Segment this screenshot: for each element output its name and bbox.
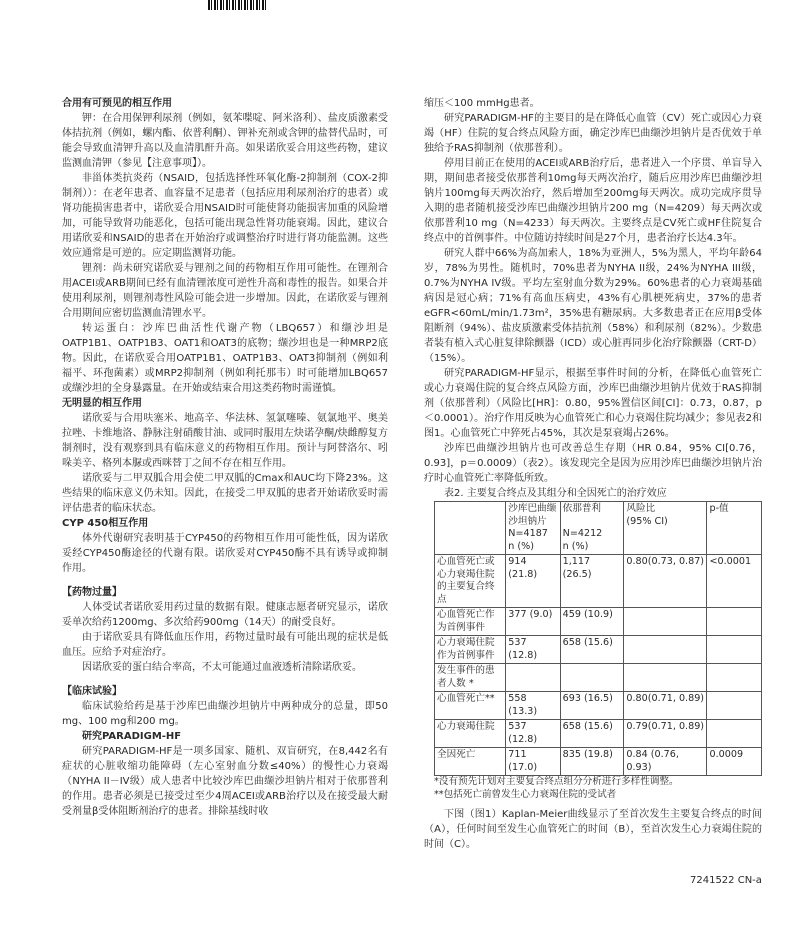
table-cell: 0.0009 (707, 748, 762, 776)
table-cell (707, 608, 762, 636)
paragraph-overdose-2: 由于诺欣妥具有降低血压作用，药物过量时最有可能出现的症状是低血压。应给予对症治疗。 (62, 632, 388, 658)
table-header-hr (624, 502, 707, 555)
left-column (62, 96, 388, 819)
table-cell (707, 664, 762, 692)
table-header-enalapril (560, 502, 624, 555)
table-cell: 835 (19.8) (560, 748, 624, 776)
paragraph-potassium: 钾：在合用保钾利尿剂（例如，氨苯喋啶、阿米洛利）、盐皮质激素受体拮抗剂（例如，螺内酯、依普利酮）、钾补充剂或含钾的盐替代品时，可能会导致血清钾升高以及血清肌酐升高。如果诺欣妥合用这些药物，建议监测血清钾（参见【注意事项】）。 (62, 113, 388, 169)
paragraph-paradigm-design: 研究PARADIGM-HF是一项多国家、随机、双盲研究，在8,442名有症状的心脏收缩功能障碍（左心室射血分数≤40%）的慢性心力衰竭（NYHA II－IV级）成人患者中比较沙库巴曲缬沙坦钠片相对于依那普利的作用。患者必须是已接受过至少4周ACEI或ARB治疗以及在接受最大耐受剂量β受体阻断剂治疗的患者。排除基线时收 (62, 746, 388, 817)
header-enalapril-label: 依那普利 (562, 503, 602, 514)
table-cell: 459 (10.9) (560, 608, 624, 636)
table-cell: 发生事件的患者人数 * (435, 664, 506, 692)
table-header-p: p-值 (707, 502, 762, 555)
table-cell: 0.79(0.71, 0.89) (624, 720, 707, 748)
table-cell: 全因死亡 (435, 748, 506, 776)
table-cell: 0.80(0.73, 0.87) (624, 555, 707, 608)
table-row (435, 692, 762, 720)
table-cell: 心力衰竭住院作为首例事件 (435, 636, 506, 664)
table-row (435, 555, 762, 608)
paragraph-population: 研究人群中66%为高加索人，18%为亚洲人，5%为黑人，平均年龄64岁，78%为男性。随机时，70%患者为NYHA II级，24%为NYHA III级，0.7%为NYHA IV级。平均左室射血分数为29%。60%患者的心力衰竭基础病因是冠心病；71%有高血压病史，43%有心肌梗死病史，37%的患者eGFR<60mL/min/1.73m²，35%患有糖尿病。大多数患者正在应用β受体阻断剂（94%）、盐皮质激素受体拮抗剂（58%）和利尿剂（82%）。少数患者装有植入式心脏复律除颤器（ICD）或心脏再同步化治疗除颤器（CRT-D）（15%）。 (424, 248, 762, 364)
table-row (435, 748, 762, 776)
table-row (435, 608, 762, 636)
paragraph-run-in: 停用目前正在使用的ACEI或ARB治疗后，患者进入一个序贯、单盲导入期，期间患者接受依那普利10mg每天两次治疗，随后应用沙库巴曲缬沙坦钠片100mg每天两次治疗，然后增加至200mg每天两次。成功完成序贯导入期的患者随机接受沙库巴曲缬沙坦钠片200 mg（N=4209）每天两次或依那普利10 mg（N=4233）每天两次。主要终点是CV死亡或HF住院复合终点中的首例事件。中位随访持续时间是27个月，患者治疗长达4.3年。 (424, 158, 762, 244)
heading-cyp450: CYP 450相互作用 (62, 518, 149, 529)
table-header-blank (435, 502, 506, 555)
table-cell: 537 (12.8) (506, 636, 560, 664)
table-cell: 心血管死亡作为首例事件 (435, 608, 506, 636)
paragraph-results: 研究PARADIGM-HF显示，根据至事件时间的分析，在降低心血管死亡或心力衰竭住院的复合终点风险方面，沙库巴曲缬沙坦钠片优效于RAS抑制剂（依那普利）（风险比[HR]：0.80，95%置信区间[CI]：0.73，0.87，p＜0.0001）。治疗作用反映为心血管死亡和心力衰竭住院均减少；参见表2和图1。心血管死亡中猝死占45%，其次是泵衰竭占26%。 (424, 368, 762, 439)
table-cell: <0.0001 (707, 555, 762, 608)
paragraph-cyp450: 体外代谢研究表明基于CYP450的药物相互作用可能性低，因为诺欣妥经CYP450酶途径的代谢有限。诺欣妥对CYP450酶不具有诱导或抑制作用。 (62, 533, 388, 574)
table-cell: 914 (21.8) (506, 555, 560, 608)
header-enalapril-unit: n (%) (562, 540, 589, 552)
table-cell: 658 (15.6) (560, 636, 624, 664)
paragraph-primary-objective: 研究PARADIGM-HF的主要目的是在降低心血管（CV）死亡或因心力衰竭（HF）住院的复合终点风险方面，确定沙库巴曲缬沙坦钠片是否优效于单独给予RAS抑制剂（依那普利）。 (424, 113, 762, 154)
table-cell: 1,117 (26.5) (560, 555, 624, 608)
table-cell: 0.80(0.71, 0.89) (624, 692, 707, 720)
table-cell: 537 (12.8) (506, 720, 560, 748)
table-header-lcz (506, 502, 560, 555)
table-row (435, 720, 762, 748)
section-overdose: 【药物过量】 (62, 587, 122, 598)
table-body (435, 555, 762, 776)
paragraph-nsaid: 非甾体类抗炎药（NSAID，包括选择性环氧化酶-2抑制剂（COX-2抑制剂））：在老年患者、血容量不足患者（包括应用利尿剂治疗的患者）或肾功能损害患者中，诺欣妥合用NSAID时可能使肾功能损害加重的风险增加，可能导致肾功能恶化，包括可能出现急性肾功能衰竭。因此，建议合用诺欣妥和NSAID的患者在开始治疗或调整治疗时进行肾功能监测。这些效应通常是可逆的。应定期监测肾功能。 (62, 173, 388, 259)
table-footnote-2: **包括死亡前曾发生心力衰竭住院的受试者 (434, 788, 617, 800)
table-cell: 558 (13.3) (506, 692, 560, 720)
header-hr-ci: (95% CI) (626, 515, 668, 527)
table-cell (707, 636, 762, 664)
document-code: 7241522 CN-a (690, 875, 762, 886)
table-cell: 658 (15.6) (560, 720, 624, 748)
header-lcz-unit: n (%) (508, 540, 535, 552)
paragraph-sbp-exclusion: 缩压＜100 mmHg患者。 (424, 98, 540, 109)
paragraph-transporters: 转运蛋白：沙库巴曲活性代谢产物（LBQ657）和缬沙坦是OATP1B1、OATP1B3、OAT1和OAT3的底物；缬沙坦也是一种MRP2底物。因此，在诺欣妥合用OATP1B1、OATP1B3、OAT3抑制剂（例如利福平、环孢菌素）或MRP2抑制剂（例如利托那韦）时可能增加LBQ657或缬沙坦的全身暴露量。在开始或结束合用这类药物时需谨慎。 (62, 323, 388, 394)
table-cell (624, 608, 707, 636)
table-row (435, 636, 762, 664)
table-cell: 心力衰竭住院 (435, 720, 506, 748)
paragraph-figure-intro: 下图（图1）Kaplan-Meier曲线显示了至首次发生主要复合终点的时间（A），任何时间至发生心血管死亡的时间（B），至首次发生心力衰竭住院的时间（C）。 (424, 809, 762, 850)
table-caption: 表2. 主要复合终点及其组分和全因死亡的治疗效应 (444, 488, 667, 499)
table-row (435, 664, 762, 692)
paragraph-overdose-1: 人体受试者诺欣妥用药过量的数据有限。健康志愿者研究显示，诺欣妥单次给药1200mg、多次给药900mg（14天）的耐受良好。 (62, 602, 388, 628)
header-hr-label: 风险比 (626, 503, 656, 514)
table-cell (624, 636, 707, 664)
barcode (208, 0, 268, 10)
header-lcz-label: 沙库巴曲缬沙坦钠片N=4187 (508, 503, 557, 539)
table-cell (560, 664, 624, 692)
table-footnote-1: *没有预先计划对主要复合终点组分分析进行多样性调整。 (434, 776, 679, 787)
paragraph-survival: 沙库巴曲缬沙坦钠片也可改善总生存期（HR 0.84，95% CI[0.76，0.93]，p＝0.0009）（表2）。该发现完全是因为应用沙库巴曲缬沙坦钠片治疗时心血管死亡率降低所致。 (424, 443, 762, 484)
paragraph-overdose-3: 因诺欣妥的蛋白结合率高，不太可能通过血液透析清除诺欣妥。 (82, 662, 362, 673)
heading-no-interactions: 无明显的相互作用 (62, 398, 142, 409)
paragraph-no-interactions-2: 诺欣妥与二甲双胍合用会使二甲双胍的Cmax和AUC均下降23%。这些结果的临床意义仍未知。因此，在接受二甲双胍的患者开始诺欣妥时需评估患者的临床状态。 (62, 473, 388, 514)
table-header-row (435, 502, 762, 555)
table-cell: 0.84 (0.76, 0.93) (624, 748, 707, 776)
table-cell: 心血管死亡或心力衰竭住院的主要复合终点 (435, 555, 506, 608)
heading-paradigm-hf: 研究PARADIGM-HF (82, 731, 182, 742)
table-cell: 711 (17.0) (506, 748, 560, 776)
table-cell (624, 664, 707, 692)
table-cell: 377 (9.0) (506, 608, 560, 636)
table-cell: 693 (16.5) (560, 692, 624, 720)
heading-predictable-interactions: 合用有可预见的相互作用 (62, 98, 172, 109)
right-column (424, 96, 762, 852)
results-table (434, 501, 762, 776)
section-clinical-trials: 【临床试验】 (62, 686, 122, 697)
table-cell (506, 664, 560, 692)
table-cell (707, 720, 762, 748)
header-enalapril-n: N=4212 (562, 528, 603, 539)
paragraph-lithium: 锂剂：尚未研究诺欣妥与锂剂之间的药物相互作用可能性。在锂剂合用ACEI或ARB期间已经有血清锂浓度可逆性升高和毒性的报告。如果合并使用利尿剂，则锂剂毒性风险可能会进一步增加。因此，在诺欣妥与锂剂合用期间应密切监测血清锂水平。 (62, 263, 388, 319)
table-cell: 心血管死亡** (435, 692, 506, 720)
table-cell (707, 692, 762, 720)
paragraph-no-interactions-1: 诺欣妥与合用呋塞米、地高辛、华法林、氢氯噻嗪、氨氯地平、奥美拉唑、卡维地洛、静脉注射硝酸甘油、或同时服用左炔诺孕酮/炔雌醇复方制剂时，没有观察到具有临床意义的药物相互作用。预计与阿替洛尔、吲哚美辛、格列本脲或西咪替丁之间不存在相互作用。 (62, 413, 388, 469)
paragraph-trial-dose: 临床试验给药是基于沙库巴曲缬沙坦钠片中两种成分的总量，即50 mg、100 mg和200 mg。 (62, 701, 388, 727)
